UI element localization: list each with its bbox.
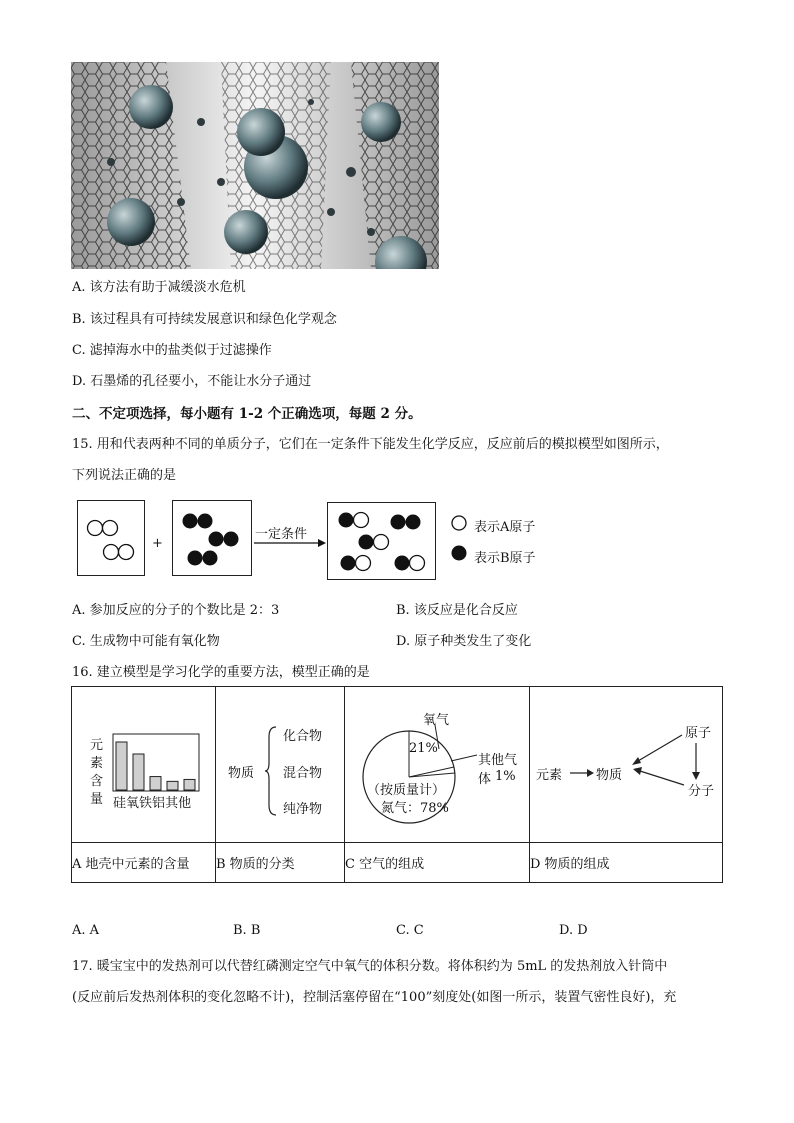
product-box — [327, 502, 436, 580]
arrow-icon — [568, 767, 596, 779]
q14-option-d: D. 石墨烯的孔径要小，不能让水分子通过 — [72, 374, 312, 389]
category-label: 氧 — [126, 796, 140, 811]
q16-answer-c: C. C — [396, 923, 424, 938]
element-content-bar-chart — [112, 733, 202, 793]
reaction-arrow — [252, 538, 328, 548]
q15-option-a: A. 参加反应的分子的个数比是 2：3 — [72, 603, 280, 618]
q16-answer-b: B. B — [233, 923, 261, 938]
class-pure: 纯净物 — [283, 802, 323, 817]
composition-arrows — [626, 731, 716, 791]
other-leader-line — [449, 753, 479, 763]
chart-category-labels — [113, 792, 191, 811]
bar-氧 — [133, 754, 144, 790]
substance-root-label: 物质 — [228, 766, 255, 781]
molecule-label: 分子 — [688, 784, 715, 799]
q16-answer-d: D. D — [559, 923, 588, 938]
category-label: 硅 — [113, 796, 127, 811]
model-a-cell — [72, 687, 216, 843]
q17-line1: 17. 暖宝宝中的发热剂可以代替红磷测定空气中氧气的体积分数。将体积约为 5mL 的发热剂放入针筒中 — [72, 959, 668, 974]
legend-atom-b: 表示B原子 — [474, 551, 536, 566]
brace-icon — [264, 725, 278, 817]
caption-b: B 物质的分类 — [216, 843, 345, 883]
q15-option-c: C. 生成物中可能有氧化物 — [72, 634, 220, 649]
q17-line2: (反应前后发热剂体积的变化忽略不计)，控制活塞停留在“100”刻度处(如图一所示，装置气密性良好)，充 — [72, 990, 677, 1005]
category-label: 其他 — [165, 796, 192, 811]
q15-option-d: D. 原子种类发生了变化 — [396, 634, 532, 649]
chart-ylabel: 元 素 含 量 — [90, 738, 104, 807]
oxygen-percent: 21% — [409, 741, 438, 756]
plus-sign: + — [152, 536, 163, 551]
models-table — [71, 686, 723, 883]
bar-铝 — [167, 781, 178, 790]
substance-label: 物质 — [596, 768, 623, 783]
q15-stem-line1: 15. 用和代表两种不同的单质分子，它们在一定条件下能发生化学反应，反应前后的模拟模型如图所示， — [72, 437, 669, 452]
reactant-b-box — [172, 500, 252, 576]
reaction-condition-label: 一定条件 — [255, 527, 308, 542]
mass-basis-label: （按质量计） — [367, 783, 446, 798]
model-d-cell — [530, 687, 723, 843]
model-c-cell — [345, 687, 530, 843]
bar-硅 — [116, 742, 127, 790]
class-mixture: 混合物 — [283, 766, 323, 781]
caption-d: D 物质的组成 — [530, 843, 723, 883]
caption-c: C 空气的组成 — [345, 843, 530, 883]
atom-a-legend-icon — [450, 514, 468, 532]
other-gas-percent: 1% — [495, 769, 516, 784]
q14-option-b: B. 该过程具有可持续发展意识和绿色化学观念 — [72, 312, 337, 327]
graphene-filtration-image — [71, 62, 439, 269]
other-gas-label: 其他气体 — [478, 753, 518, 787]
class-compound: 化合物 — [283, 729, 323, 744]
nitrogen-label: 氮气：78% — [381, 801, 449, 816]
element-label: 元素 — [536, 768, 563, 783]
q15-stem-line2: 下列说法正确的是 — [72, 468, 177, 483]
oxygen-leader-line — [433, 723, 441, 751]
atom-label: 原子 — [685, 726, 712, 741]
category-label: 铝 — [152, 796, 166, 811]
model-b-cell — [216, 687, 345, 843]
legend-atom-a: 表示A原子 — [474, 520, 536, 535]
q16-answer-a: A. A — [72, 923, 100, 938]
q16-stem: 16. 建立模型是学习化学的重要方法，模型正确的是 — [72, 665, 370, 680]
section-header: 二、不定项选择，每小题有 1-2 个正确选项，每题 2 分。 — [72, 406, 422, 422]
oxygen-label: 氧气 — [423, 713, 450, 728]
caption-a: A 地壳中元素的含量 — [72, 843, 216, 883]
bar-其他 — [184, 779, 195, 790]
category-label: 铁 — [139, 796, 153, 811]
bar-铁 — [150, 777, 161, 790]
q14-option-a: A. 该方法有助于减缓淡水危机 — [72, 280, 246, 295]
q15-option-b: B. 该反应是化合反应 — [396, 603, 518, 618]
q14-option-c: C. 滤掉海水中的盐类似于过滤操作 — [72, 343, 272, 358]
atom-b-legend-icon — [450, 544, 468, 562]
reactant-a-box — [77, 500, 145, 576]
